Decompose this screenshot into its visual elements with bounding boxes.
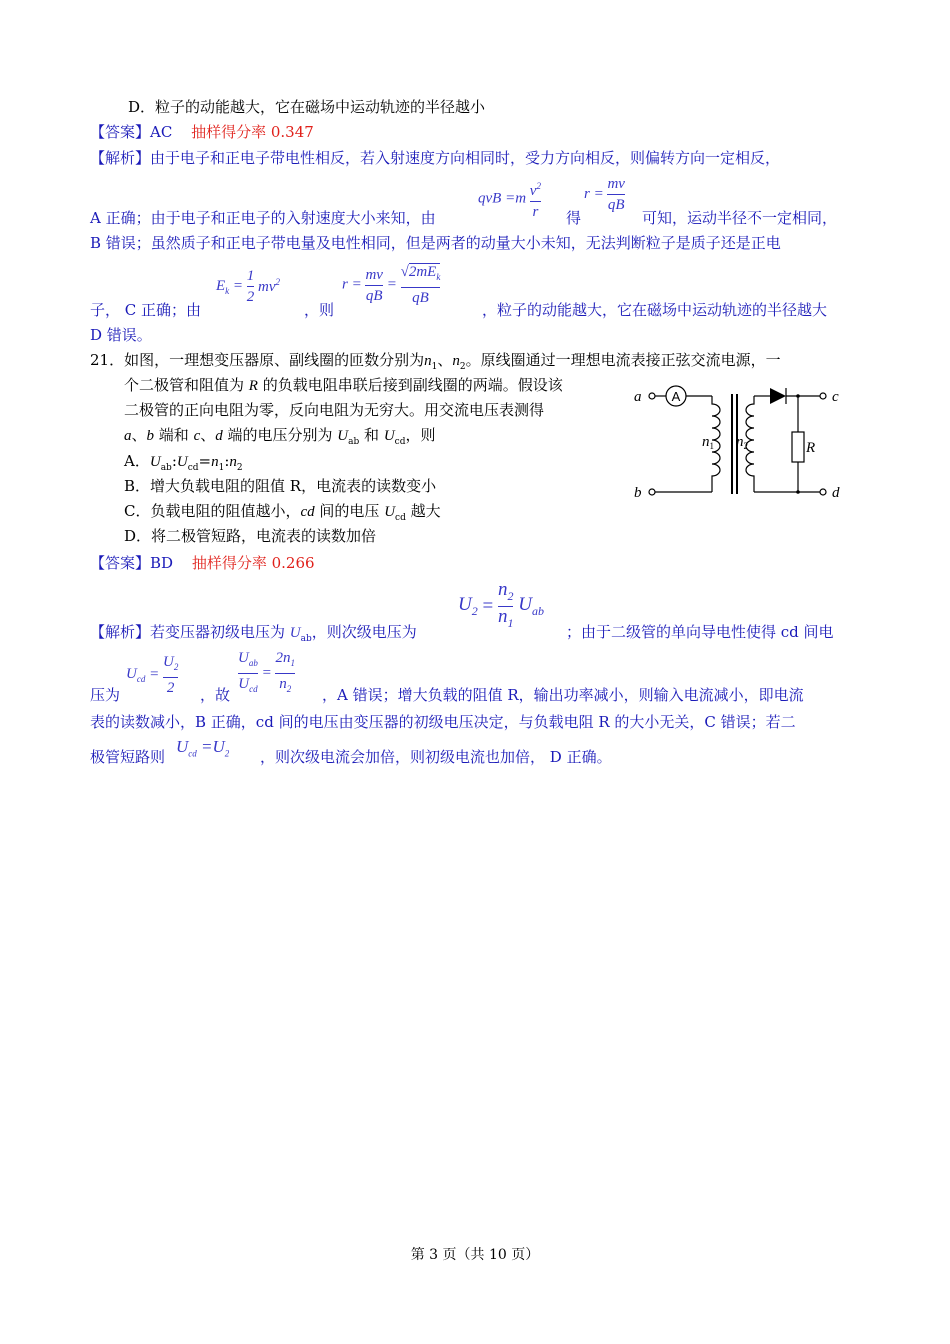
q21-analysis-gu: ，故	[200, 686, 231, 704]
q21-option-c: C．负载电阻的阻值越小，cd 间的电压 $U_{cd}$ 越大	[124, 502, 441, 523]
q20-analysis-de: 得	[566, 209, 582, 227]
q20-answer-label: 【答案】AC	[90, 123, 173, 141]
q20-answer-rate: 抽样得分率 0.347	[191, 123, 314, 141]
label-n2: $n_2$	[736, 434, 748, 451]
label-c: c	[832, 389, 839, 405]
q20-analysis-line2a: A 正确；由于电子和正电子的入射速度大小来知，由	[90, 209, 436, 227]
q20-eq-kinetic: $E_k$ = $\frac{1}{2}$ $mv^2$	[216, 268, 281, 305]
label-d: d	[832, 485, 840, 501]
ammeter-label: A	[671, 389, 681, 404]
q21-eq-ucd: $U_{cd}$ = $\frac{U_2}{2}$	[126, 654, 179, 696]
q20-analysis-line4a: 子， C 正确；由	[90, 301, 202, 319]
q20-analysis-line5: D 错误。	[90, 326, 152, 344]
q20-analysis-line2b: 可知，运动半径不一定相同，	[642, 209, 838, 227]
q21-eq-ratio: $\frac{U_{ab}}{U_{cd}}$ = $\frac{2n_1}{n_2}$	[238, 650, 295, 694]
q20-analysis-line3: B 错误；虽然质子和正电子带电量及电性相同，但是两者的动量大小未知，无法判断粒子是质子还是正电	[90, 234, 781, 252]
q21-eq-short: $U_{cd} =U_2$	[176, 737, 230, 759]
diode-icon	[770, 388, 786, 404]
q21-analysis-line4a: 极管短路则	[90, 748, 166, 766]
q21-analysis-line3: 表的读数减小，B 正确，cd 间的电压由变压器的初级电压决定，与负载电阻 R 的大小无关，C 错误；若二	[90, 713, 796, 731]
q21-stem-line4: a、b 端和 c、d 端的电压分别为 $U_{ab}$ 和 $U_{cd}$，则	[124, 426, 436, 447]
q21-option-b: B．增大负载电阻的阻值 R，电流表的读数变小	[124, 477, 437, 495]
q20-answer	[90, 122, 314, 142]
q20-option-d: D．粒子的动能越大，它在磁场中运动轨迹的半径越小	[128, 98, 486, 116]
q20-eq-radius: r = $\frac{mv}{qB}$	[584, 176, 625, 213]
q21-option-a: A．$U_{ab}:U_{cd}=n_1:n_2$	[124, 452, 243, 473]
q20-analysis-line1: 【解析】由于电子和正电子带电性相反，若入射速度方向相同时，受力方向相反，则偏转方向一定相反，	[90, 149, 781, 167]
q21-stem-line1: 21．如图，一理想变压器原、副线圈的匝数分别为$n_1$、$n_2$。原线圈通过一理想电流表接正弦交流电源，一	[90, 351, 781, 372]
q21-option-d: D．将二极管短路，电流表的读数加倍	[124, 527, 377, 545]
q21-stem-line3: 二极管的正向电阻为零，反向电阻为无穷大。用交流电压表测得	[124, 401, 545, 419]
q21-analysis-line2b: ，A 错误；增大负载的阻值 R，输出功率减小，则输入电流减小，即电流	[322, 686, 804, 704]
q21-stem-line2: 个二极管和阻值为 R 的负载电阻串联后接到副线圈的两端。假设该	[124, 376, 563, 394]
q21-analysis-line4b: ，则次级电流会加倍，则初级电流也加倍， D 正确。	[260, 748, 612, 766]
q20-eq-lorentz: qvB =m $\frac{v^2}{r}$	[478, 181, 541, 220]
q21-analysis-line1a: 【解析】若变压器初级电压为 $U_{ab}$，则次级电压为	[90, 623, 417, 644]
resistor	[792, 432, 804, 462]
label-b: b	[634, 485, 642, 501]
label-n1: $n_1$	[702, 434, 714, 451]
q21-answer-label: 【答案】BD	[90, 554, 174, 572]
q20-analysis-line4b: ，粒子的动能越大，它在磁场中运动轨迹的半径越大	[482, 301, 828, 319]
q20-analysis-ze: ，则	[304, 301, 335, 319]
q21-analysis-line2a: 压为	[90, 686, 121, 704]
label-a: a	[634, 389, 642, 405]
page-footer: 第 3 页（共 10 页）	[410, 1247, 540, 1263]
q21-answer-rate: 抽样得分率 0.266	[191, 554, 315, 572]
q21-answer	[90, 553, 315, 573]
q21-eq-secondary-voltage: $U_2$ = $\frac{n_2}{n_1}$ $U_{ab}$	[458, 579, 544, 630]
q20-eq-radius-energy: r = $\frac{mv}{qB}$ = $\frac{√2mE_k}{qB}$	[342, 264, 441, 306]
label-R: R	[806, 440, 816, 456]
q21-analysis-line1b: ；由于二级管的单向导电性使得 cd 间电	[566, 623, 834, 641]
transformer-circuit-diagram	[628, 380, 848, 505]
